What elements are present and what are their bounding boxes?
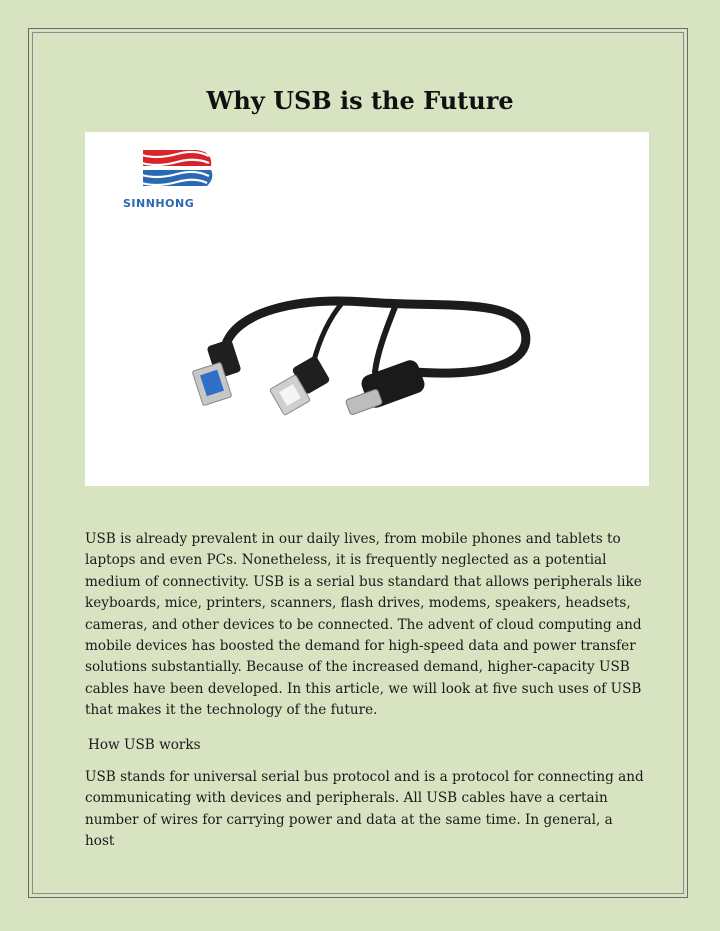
usb-a-3-connector-icon <box>192 339 241 406</box>
micro-usb-3-connector-icon <box>345 358 427 416</box>
paragraph-how-usb-works: USB stands for universal serial bus protocol and is a protocol for connecting and communicating with devices and peripherals. All USB cables have a certain number of wires for carrying power and data at the same time. In general, a host <box>85 769 644 850</box>
document-title: Why USB is the Future <box>206 86 514 115</box>
paragraph-intro: USB is already prevalent in our daily lives, from mobile phones and tablets to laptops and even PCs. Nonetheless, it is frequently neglected as a potential medium of connectivity. USB is a serial bus standard that allows peripherals like keyboards, mice, printers, scanners, flash drives, modems, speakers, headsets, cameras, and other devices to be connected. The advent of cloud computing and mobile devices has boosted the demand for high-speed data and power transfer solutions substantially. Because of the increased demand, higher-capacity USB cables have been developed. In this article, we will look at five such uses of USB that makes it the technology of the future. <box>85 531 642 719</box>
hero-image <box>85 132 649 486</box>
usb-cable-illustration <box>85 132 649 486</box>
sinnhong-logo-icon <box>123 150 212 210</box>
logo-text: SINNHONG <box>123 197 195 210</box>
usb-a-2-connector-icon <box>270 355 331 415</box>
section-heading: How USB works <box>88 737 201 753</box>
